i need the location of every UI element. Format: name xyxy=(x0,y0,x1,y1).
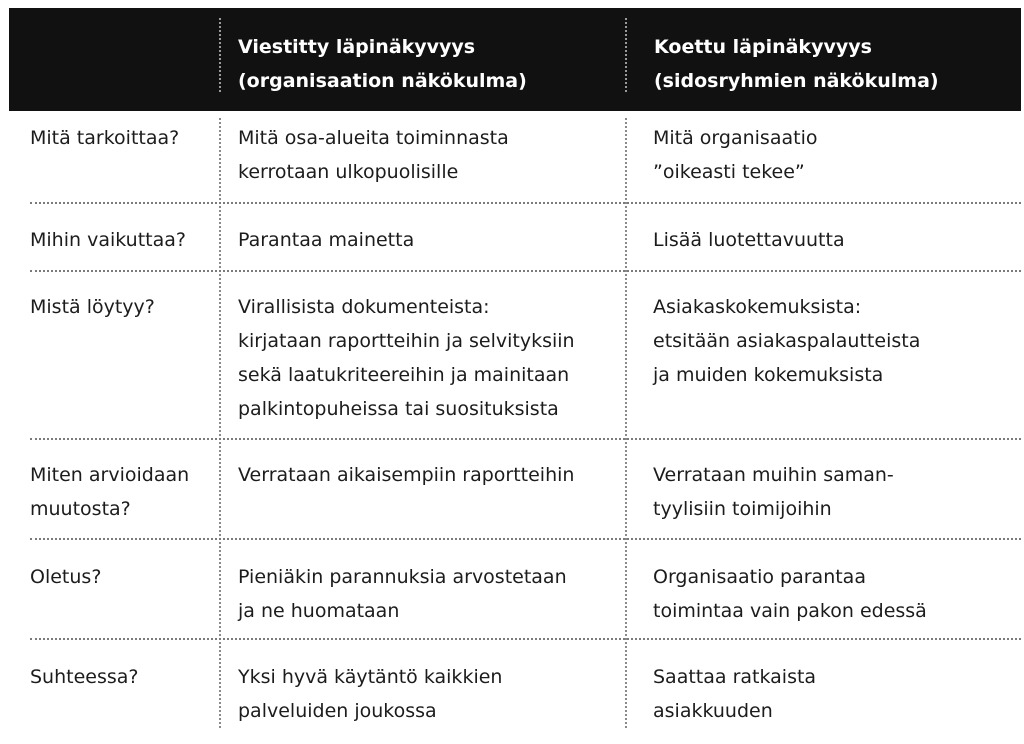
row-6-communicated xyxy=(238,660,502,728)
row-6-experienced-line: asiakkuuden xyxy=(653,700,773,722)
row-6-communicated-line: Yksi hyvä käytäntö kaikkien xyxy=(238,666,503,688)
row-4-question-line: muutosta? xyxy=(30,498,131,520)
row-5-experienced-line: Organisaatio parantaa xyxy=(653,566,866,588)
header-column-communicated-subtitle: (organisaation näkökulma) xyxy=(238,70,527,92)
header-divider-2 xyxy=(625,18,627,92)
header-column-experienced-title: Koettu läpinäkyvyys xyxy=(654,36,872,58)
row-separator xyxy=(30,538,1021,540)
row-3-experienced-line: etsitään asiakaspalautteista xyxy=(653,330,921,352)
row-3-experienced xyxy=(653,290,920,392)
row-separator xyxy=(30,202,1021,204)
row-6-experienced xyxy=(653,660,816,728)
row-1-experienced-line: ”oikeasti tekee” xyxy=(653,161,805,183)
row-3-communicated-line: Virallisista dokumenteista: xyxy=(238,296,490,318)
row-2-communicated-line: Parantaa mainetta xyxy=(238,229,415,251)
row-5-question xyxy=(30,560,101,594)
row-5-experienced-line: toimintaa vain pakon edessä xyxy=(653,600,927,622)
row-4-question-line: Miten arvioidaan xyxy=(30,464,190,486)
header-column-communicated xyxy=(238,30,527,98)
row-1-communicated xyxy=(238,121,509,189)
header-column-experienced xyxy=(654,30,939,98)
column-divider-1 xyxy=(219,118,221,728)
column-divider-2 xyxy=(625,118,627,728)
header-column-experienced-subtitle: (sidosryhmien näkökulma) xyxy=(654,70,939,92)
header-column-communicated-title: Viestitty läpinäkyvyys xyxy=(238,36,476,58)
row-4-experienced xyxy=(653,458,894,526)
row-2-experienced-line: Lisää luotettavuutta xyxy=(653,229,845,251)
row-3-communicated xyxy=(238,290,575,426)
row-4-communicated-line: Verrataan aikaisempiin raportteihin xyxy=(238,464,575,486)
row-5-communicated xyxy=(238,560,567,628)
row-3-question xyxy=(30,290,155,324)
row-3-communicated-line: palkintopuheissa tai suosituksista xyxy=(238,398,559,420)
row-6-communicated-line: palveluiden joukossa xyxy=(238,700,437,722)
row-2-question xyxy=(30,223,186,257)
row-4-experienced-line: Verrataan muihin saman- xyxy=(653,464,894,486)
row-3-communicated-line: kirjataan raportteihin ja selvityksiin xyxy=(238,330,575,352)
row-3-question-line: Mistä löytyy? xyxy=(30,296,155,318)
row-4-experienced-line: tyylisiin toimijoihin xyxy=(653,498,832,520)
row-1-question xyxy=(30,121,179,155)
row-separator xyxy=(30,438,1021,440)
row-5-experienced xyxy=(653,560,927,628)
row-1-experienced-line: Mitä organisaatio xyxy=(653,127,818,149)
row-3-experienced-line: ja muiden kokemuksista xyxy=(653,364,884,386)
row-5-communicated-line: ja ne huomataan xyxy=(238,600,400,622)
row-4-communicated xyxy=(238,458,574,492)
row-3-experienced-line: Asiakaskokemuksista: xyxy=(653,296,862,318)
row-1-question-line: Mitä tarkoittaa? xyxy=(30,127,180,149)
row-5-communicated-line: Pieniäkin parannuksia arvostetaan xyxy=(238,566,567,588)
row-3-communicated-line: sekä laatukriteereihin ja mainitaan xyxy=(238,364,570,386)
row-4-question xyxy=(30,458,189,526)
row-1-communicated-line: kerrotaan ulkopuolisille xyxy=(238,161,459,183)
row-1-experienced xyxy=(653,121,817,189)
row-6-experienced-line: Saattaa ratkaista xyxy=(653,666,817,688)
row-1-communicated-line: Mitä osa-alueita toiminnasta xyxy=(238,127,509,149)
row-6-question xyxy=(30,660,139,694)
row-2-communicated xyxy=(238,223,414,257)
table-header xyxy=(9,8,1021,111)
row-separator xyxy=(30,270,1021,272)
row-2-question-line: Mihin vaikuttaa? xyxy=(30,229,186,251)
row-5-question-line: Oletus? xyxy=(30,566,102,588)
row-2-experienced xyxy=(653,223,845,257)
header-divider-1 xyxy=(219,18,221,92)
row-separator xyxy=(30,638,1021,640)
row-6-question-line: Suhteessa? xyxy=(30,666,139,688)
